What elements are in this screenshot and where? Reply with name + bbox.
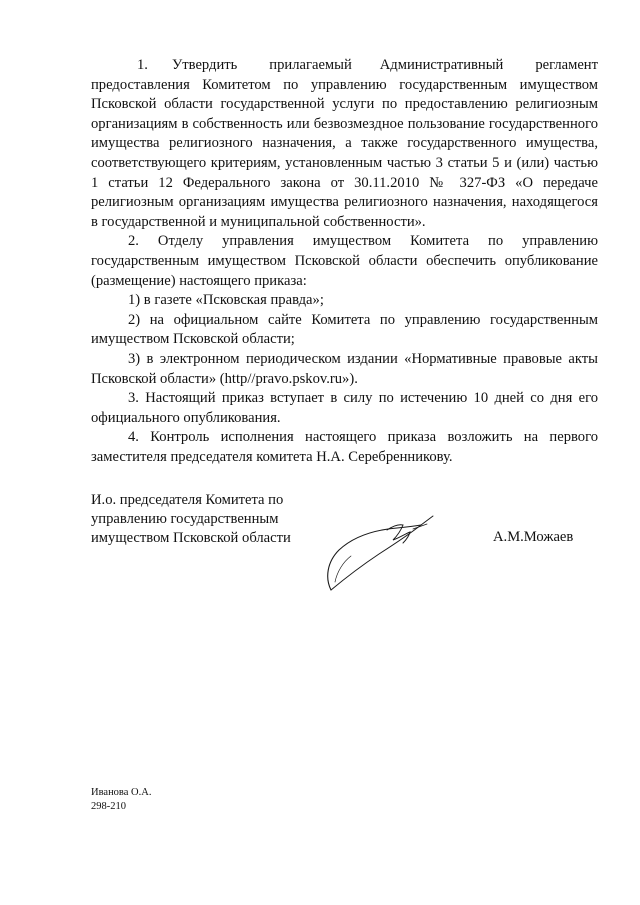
executor-phone: 298-210	[91, 801, 126, 812]
order-body	[91, 56, 598, 467]
publication-item-website: 2) на официальном сайте Комитета по управлению государственным имуществом Псковской области;	[91, 311, 598, 348]
signatory-name: А.М.Можаев	[493, 529, 574, 545]
order-item-1: 1. Утвердить прилагаемый Административный регламент предоставления Комитетом по управлению государственным имуществом Псковской области государственной услуги по предоставлению религиозным организациям в собственность или безвозмездное пользование государственного имущества религиозного назначения, а также государственного имущества, соответствующего критериям, установленным частью 3 статьи 5 и (или) частью 1 статьи 12 Федерального закона от 30.11.2010 № 327-ФЗ «О передаче религиозным организациям имущества религиозного назначения, находящегося в государственной и муниципальной собственности».	[91, 57, 598, 230]
signatory-title	[91, 491, 321, 549]
executor-name: Иванова О.А.	[91, 787, 152, 798]
executor-note	[91, 786, 151, 814]
order-item-3: 3. Настоящий приказ вступает в силу по истечению 10 дней со дня его официального опубликования.	[91, 390, 598, 426]
order-item-4: 4. Контроль исполнения настоящего приказа возложить на первого заместителя председателя комитета Н.А. Серебренникову.	[91, 429, 598, 465]
publication-item-newspaper: 1) в газете «Псковская правда»;	[128, 292, 324, 309]
publication-item-e-journal: 3) в электронном периодическом издании «Нормативные правовые акты Псковской области» (http//pravo.pskov.ru»).	[91, 350, 598, 387]
signatory-title-line: управлению государственным	[91, 511, 279, 528]
signatory-title-line: И.о. председателя Комитета по	[91, 492, 284, 508]
handwritten-signature	[317, 510, 445, 596]
order-item-2: 2. Отделу управления имуществом Комитета по управлению государственным имуществом Псковской области обеспечить опубликование (размещение) настоящего приказа:	[91, 233, 598, 289]
signatory-title-line: имуществом Псковской области	[91, 530, 291, 547]
